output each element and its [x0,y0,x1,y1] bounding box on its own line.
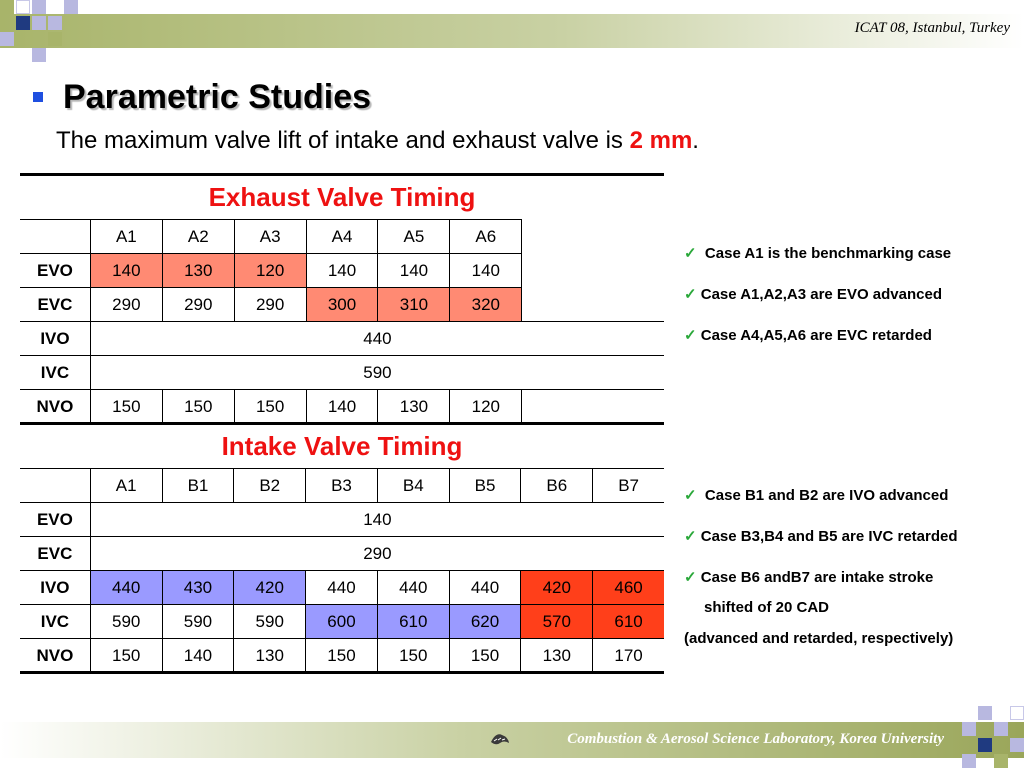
table-cell: 310 [378,288,450,322]
table-cell: 130 [521,639,593,673]
note-text: Case A1 is the benchmarking case [704,245,952,262]
table-cell: 600 [306,605,378,639]
table-cell: 420 [234,571,306,605]
intake-table-title: Intake Valve Timing [221,431,463,461]
table-row [20,390,664,424]
decor-square [978,738,992,752]
table-cell: 150 [377,639,449,673]
decor-square [994,722,1008,736]
table-row [20,503,664,537]
title-bullet [33,92,43,102]
row-label: EVO [20,254,90,288]
subtitle-accent: 2 mm [629,127,693,154]
footer-lab-name: Combustion & Aerosol Science Laboratory, Korea University [567,731,944,747]
table-cell: 440 [90,571,162,605]
column-header: B2 [234,469,306,503]
table-cell: 150 [162,390,234,424]
table-cell: 150 [90,390,162,424]
table-row [20,469,664,503]
table-row [20,571,664,605]
table-row [20,537,664,571]
blank-cell [522,288,664,322]
column-header: A6 [450,220,522,254]
table-row [20,254,664,288]
table-cell: 590 [234,605,306,639]
table-cell: 120 [234,254,306,288]
table-cell: 140 [162,639,234,673]
decor-square [32,48,46,62]
check-icon: ✓ [684,327,697,344]
table-row [20,605,664,639]
row-label: NVO [20,639,90,673]
check-icon: ✓ [684,286,697,303]
check-icon: ✓ [684,245,697,262]
note-text: Case A4,A5,A6 are EVC retarded [700,327,932,344]
column-header: A3 [234,220,306,254]
row-label: IVC [20,356,90,390]
decor-square [962,722,976,736]
table-cell: 290 [162,288,234,322]
table-row [20,356,664,390]
table-cell: 120 [450,390,522,424]
column-header: A2 [162,220,234,254]
check-icon: ✓ [684,569,697,586]
column-header: B1 [162,469,234,503]
decor-square [32,0,46,14]
column-header: B5 [449,469,521,503]
table-cell: 150 [90,639,162,673]
table-cell: 140 [450,254,522,288]
table-cell: 440 [306,571,378,605]
intake-valve-table [20,468,664,673]
note-text: Case A1,A2,A3 are EVO advanced [700,286,942,303]
table-cell: 440 [449,571,521,605]
decor-square [978,706,992,720]
decor-square [1010,706,1024,720]
decor-square [48,16,62,30]
blank-cell [522,254,664,288]
blank-cell [522,220,664,254]
check-icon: ✓ [684,487,697,504]
column-header: A5 [378,220,450,254]
table-cell: 140 [90,254,162,288]
column-header: A1 [90,220,162,254]
table-cell: 610 [593,605,664,639]
table-cell: 130 [378,390,450,424]
exhaust-top-rule [20,173,664,176]
note-text: (advanced and retarded, respectively) [684,630,954,647]
note-item [684,486,948,504]
table-row [20,288,664,322]
decor-square [0,0,14,14]
table-cell: 590 [90,605,162,639]
check-icon: ✓ [684,528,697,545]
note-item [684,527,958,545]
subtitle [56,127,699,155]
note-text: Case B1 and B2 are IVO advanced [704,487,949,504]
merged-cell: 440 [90,322,664,356]
column-header: A1 [90,469,162,503]
column-header: B6 [521,469,593,503]
decor-square [0,32,14,46]
table-cell: 320 [450,288,522,322]
table-cell: 290 [90,288,162,322]
row-label: NVO [20,390,90,424]
table-cell: 440 [377,571,449,605]
page-title: Parametric Studies [63,78,372,116]
note-item [684,285,942,303]
table-cell: 620 [449,605,521,639]
note-text: Case B6 andB7 are intake stroke [700,569,934,586]
column-header: B7 [593,469,664,503]
table-cell: 170 [593,639,664,673]
table-cell: 590 [162,605,234,639]
column-header: B4 [377,469,449,503]
row-label: EVO [20,503,90,537]
header-corner [20,220,90,254]
table-cell: 150 [234,390,306,424]
note-item [684,326,932,344]
table-cell: 570 [521,605,593,639]
table-cell: 290 [234,288,306,322]
table-cell: 430 [162,571,234,605]
decor-square [64,0,78,14]
header-corner [20,469,90,503]
tiger-logo-icon [488,728,512,752]
table-cell: 150 [306,639,378,673]
subtitle-end: . [692,127,699,154]
column-header: B3 [306,469,378,503]
table-cell: 130 [162,254,234,288]
exhaust-bottom-rule [20,422,664,425]
decor-square [48,32,62,46]
blank-cell [522,390,664,424]
note-item [684,568,933,586]
exhaust-table-title: Exhaust Valve Timing [208,182,476,212]
subtitle-text: The maximum valve lift of intake and exhaust valve is [56,127,630,154]
table-cell: 140 [306,390,378,424]
column-header: A4 [306,220,378,254]
decor-square [1010,738,1024,752]
exhaust-valve-table [20,219,664,424]
table-row [20,322,664,356]
note-item [684,244,951,262]
intake-bottom-rule [20,671,664,674]
table-cell: 420 [521,571,593,605]
merged-cell: 590 [90,356,664,390]
row-label: EVC [20,537,90,571]
table-cell: 460 [593,571,664,605]
decor-square [994,754,1008,768]
table-cell: 150 [449,639,521,673]
note-text: Case B3,B4 and B5 are IVC retarded [700,528,958,545]
decor-square [16,16,30,30]
decor-square [32,16,46,30]
row-label: EVC [20,288,90,322]
merged-cell: 140 [90,503,664,537]
row-label: IVO [20,322,90,356]
merged-cell: 290 [90,537,664,571]
table-row [20,220,664,254]
table-cell: 140 [378,254,450,288]
note-text: shifted of 20 CAD [704,599,830,616]
table-row [20,639,664,673]
table-cell: 610 [377,605,449,639]
row-label: IVO [20,571,90,605]
decor-square [16,0,30,14]
table-cell: 130 [234,639,306,673]
decor-square [962,754,976,768]
table-cell: 300 [306,288,378,322]
conference-label: ICAT 08, Istanbul, Turkey [854,20,1010,36]
row-label: IVC [20,605,90,639]
table-cell: 140 [306,254,378,288]
